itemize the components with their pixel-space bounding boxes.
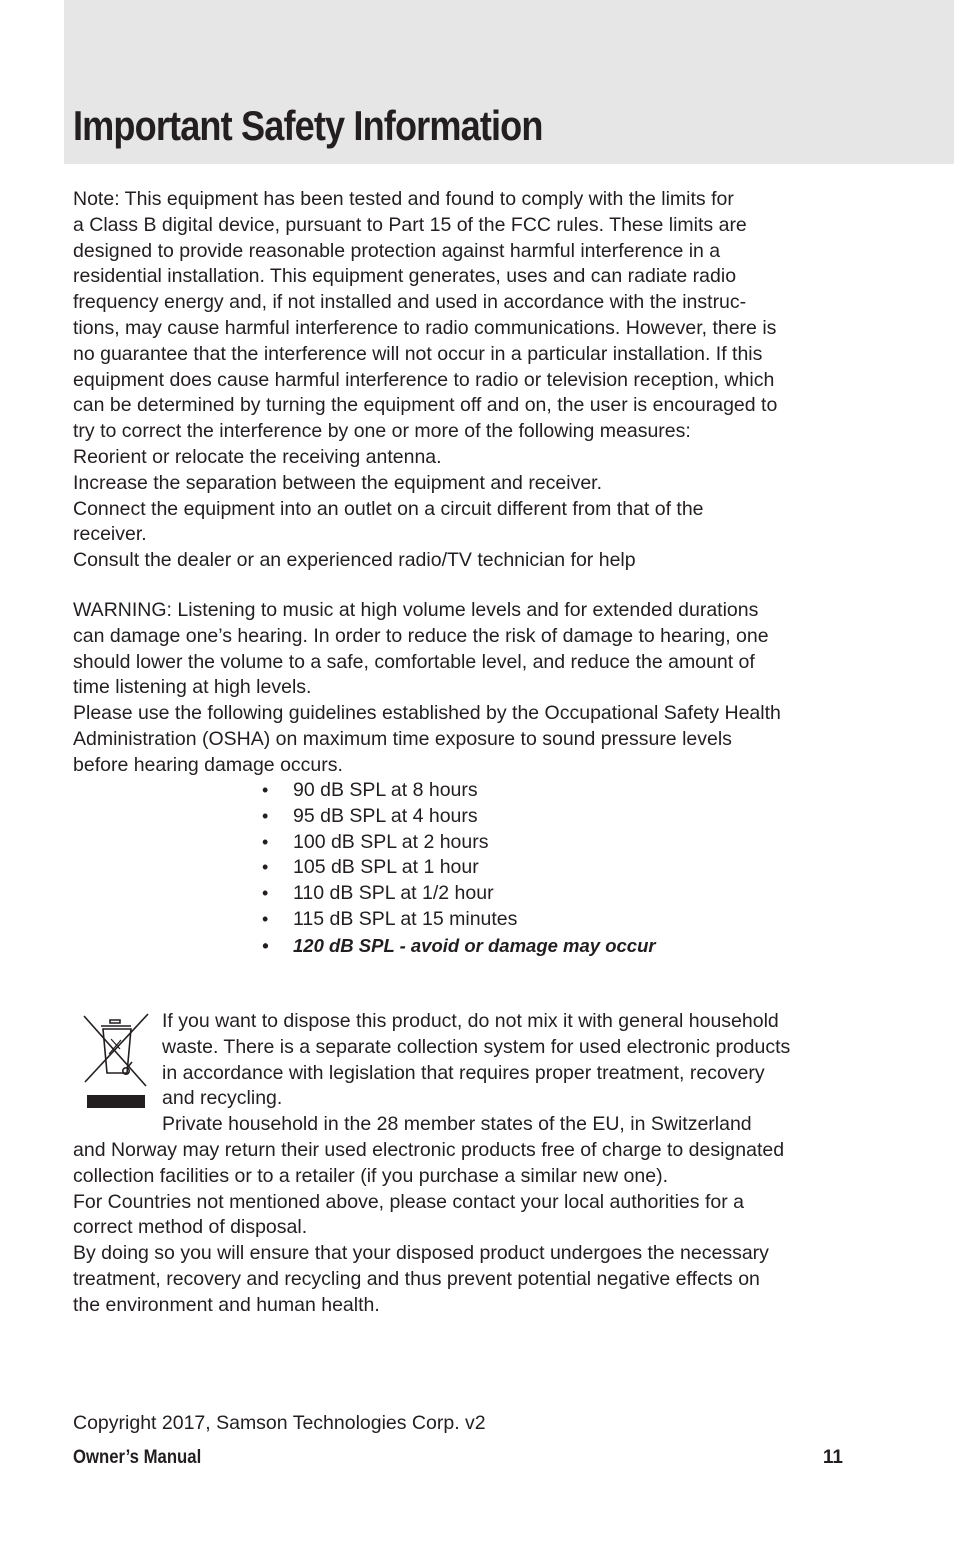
warning-line: time listening at high levels. — [73, 676, 312, 699]
guideline-item — [262, 804, 656, 830]
guideline-text: 100 dB SPL at 2 hours — [293, 830, 489, 853]
guideline-item — [262, 830, 656, 856]
warning-line: can damage one’s hearing. In order to reduce the risk of damage to hearing, one — [73, 624, 769, 647]
guideline-text: 95 dB SPL at 4 hours — [293, 804, 478, 827]
bullet-icon: • — [262, 883, 269, 904]
disposal-line: in accordance with legislation that requires proper treatment, recovery — [162, 1061, 765, 1084]
bullet-icon: • — [262, 831, 269, 852]
fcc-line: a Class B digital device, pursuant to Part 15 of the FCC rules. These limits are — [73, 213, 747, 236]
page-number: 11 — [822, 1447, 843, 1468]
fcc-measure: Reorient or relocate the receiving antenna. — [73, 445, 442, 468]
fcc-line: no guarantee that the interference will not occur in a particular installation. If this — [73, 342, 763, 365]
disposal-intro — [162, 1009, 790, 1138]
disposal-line: If you want to dispose this product, do not mix it with general household — [162, 1010, 779, 1032]
fcc-measure: Consult the dealer or an experienced radio/TV technician for help — [73, 549, 636, 572]
fcc-measure: Increase the separation between the equipment and receiver. — [73, 471, 603, 494]
disposal-line: the environment and human health. — [73, 1293, 380, 1316]
guideline-item — [262, 855, 656, 881]
guideline-item-danger — [262, 933, 656, 960]
bullet-icon: • — [262, 805, 269, 826]
disposal-line: For Countries not mentioned above, please contact your local authorities for a — [73, 1190, 744, 1213]
disposal-line: and Norway may return their used electronic products free of charge to designated — [73, 1139, 785, 1161]
guideline-item — [262, 907, 656, 933]
disposal-line: By doing so you will ensure that your disposed product undergoes the necessary — [73, 1242, 769, 1265]
bullet-icon: • — [262, 908, 269, 929]
guideline-text: 105 dB SPL at 1 hour — [293, 856, 479, 879]
fcc-line: Note: This equipment has been tested and found to comply with the limits for — [73, 188, 734, 210]
page-title: Important Safety Information — [73, 102, 543, 149]
warning-line: should lower the volume to a safe, comfortable level, and reduce the amount of — [73, 650, 755, 673]
copyright-notice: Copyright 2017, Samson Technologies Corp. v2 — [73, 1412, 486, 1434]
disposal-line: Private household in the 28 member states of the EU, in Switzerland — [162, 1113, 752, 1136]
guideline-text: 110 dB SPL at 1/2 hour — [293, 882, 494, 905]
fcc-line: try to correct the interference by one or more of the following measures: — [73, 420, 691, 443]
fcc-line: frequency energy and, if not installed and used in accordance with the instruc- — [73, 291, 747, 314]
warning-line: WARNING: Listening to music at high volume levels and for extended durations — [73, 599, 759, 621]
disposal-line: treatment, recovery and recycling and thus prevent potential negative effects on — [73, 1267, 760, 1290]
disposal-line: waste. There is a separate collection system for used electronic products — [162, 1035, 791, 1058]
footer-manual-label: Owner’s Manual — [73, 1447, 202, 1468]
hearing-warning — [73, 598, 853, 779]
fcc-line: residential installation. This equipment generates, uses and can radiate radio — [73, 265, 737, 288]
separate-collection-bar — [87, 1095, 145, 1108]
osha-guideline-list — [262, 778, 656, 960]
fcc-measure: Connect the equipment into an outlet on a circuit different from that of the — [73, 497, 704, 520]
warning-line: Please use the following guidelines established by the Occupational Safety Health — [73, 702, 781, 725]
guideline-danger-text: 120 dB SPL - avoid or damage may occur — [293, 934, 656, 956]
guideline-item — [262, 778, 656, 804]
fcc-line: can be determined by turning the equipment off and on, the user is encouraged to — [73, 394, 778, 417]
fcc-line: equipment does cause harmful interference to radio or television reception, which — [73, 368, 775, 391]
guideline-text: 90 dB SPL at 8 hours — [293, 779, 478, 801]
bullet-icon: • — [262, 857, 269, 878]
crossed-out-wheeled-bin-icon — [80, 1012, 152, 1112]
disposal-line: collection facilities or to a retailer (if you purchase a similar new one). — [73, 1164, 669, 1187]
warning-line: Administration (OSHA) on maximum time exposure to sound pressure levels — [73, 727, 732, 750]
bullet-icon: • — [262, 934, 269, 956]
guideline-text: 115 dB SPL at 15 minutes — [293, 907, 518, 930]
fcc-measure: receiver. — [73, 523, 147, 546]
guideline-item — [262, 881, 656, 907]
fcc-line: tions, may cause harmful interference to radio communications. However, there is — [73, 316, 777, 339]
disposal-line: and recycling. — [162, 1087, 283, 1110]
fcc-notice — [73, 187, 853, 574]
disposal-details — [73, 1138, 784, 1319]
disposal-line: correct method of disposal. — [73, 1216, 308, 1239]
warning-line: before hearing damage occurs. — [73, 753, 343, 776]
fcc-line: designed to provide reasonable protection against harmful interference in a — [73, 239, 721, 262]
bullet-icon: • — [262, 780, 269, 800]
